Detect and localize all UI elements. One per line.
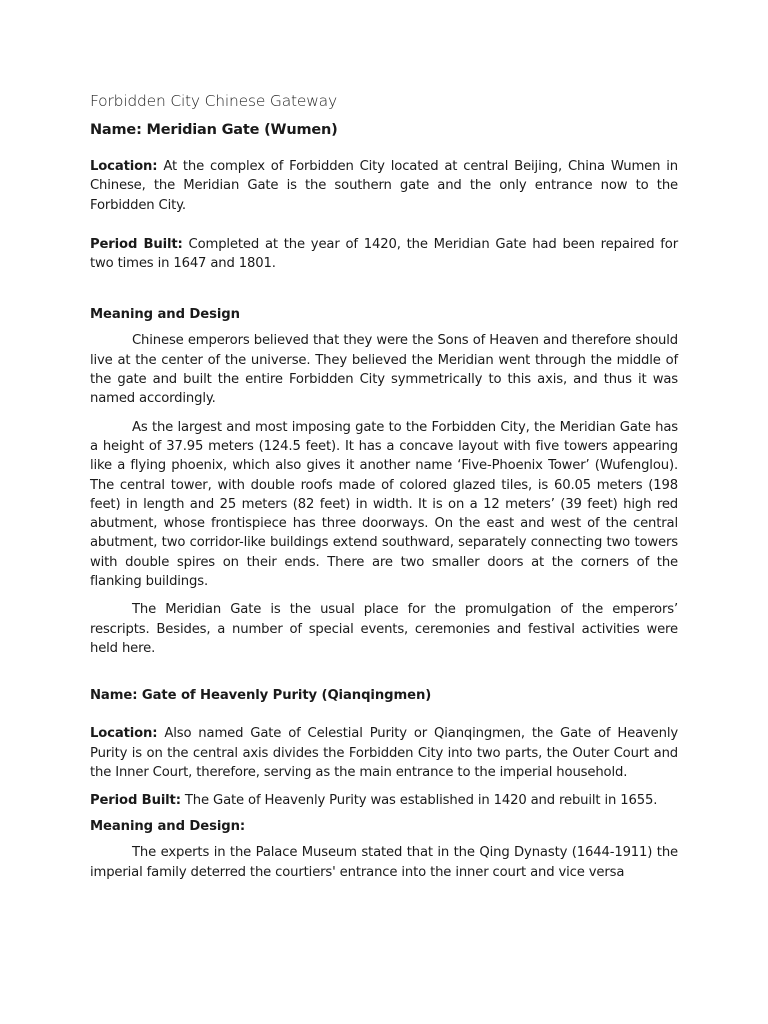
body-paragraph: As the largest and most imposing gate to the Forbidden City, the Meridian Gate has a height of 37.95 meters (124.5 feet). It has a concave layout with five towers appearing like a flying phoenix, which also gives it another name ‘Five-Phoenix Tower’ (Wufenglou). The central tower, with double roofs made of colored glazed tiles, is 60.05 meters (198 feet) in length and 25 meters (82 feet) in width. It is on a 12 meters’ (39 feet) high red abutment, whose frontispiece has three doorways. On the east and west of the central abutment, two corridor-like buildings extend southward, separately connecting two towers with double spires on their ends. There are two smaller doors at the corners of the flanking buildings. xyxy=(90,419,678,590)
location-paragraph xyxy=(90,157,678,215)
period-text: The Gate of Heavenly Purity was established in 1420 and rebuilt in 1655. xyxy=(180,793,658,809)
location-text: Also named Gate of Celestial Purity or Qianqingmen, the Gate of Heavenly Purity is on the central axis divides the Forbidden City into two parts, the Outer Court and the Inner Court, therefore, serving as the main entrance to the imperial household. xyxy=(90,726,678,780)
document-page xyxy=(90,92,678,882)
body-paragraph: Chinese emperors believed that they were the Sons of Heaven and therefore should live at the center of the universe. They believed the Meridian went through the middle of the gate and built the entire Forbidden City symmetrically to this axis, and thus it was named accordingly. xyxy=(90,333,678,407)
location-text: At the complex of Forbidden City located at central Beijing, China Wumen in Chinese, the Meridian Gate is the southern gate and the only entrance now to the Forbidden City. xyxy=(90,159,678,213)
section-meridian-gate xyxy=(90,122,678,658)
location-label: Location: xyxy=(90,726,158,742)
body-paragraph: The Meridian Gate is the usual place for the promulgation of the emperors’ rescripts. Besides, a number of special events, ceremonies and festival activities were held here. xyxy=(90,602,678,656)
period-paragraph xyxy=(90,791,678,810)
period-text: Completed at the year of 1420, the Meridian Gate had been repaired for two times in 1647 and 1801. xyxy=(90,236,678,272)
section-gate-heavenly-purity xyxy=(90,688,678,882)
period-label: Period Built: xyxy=(90,236,183,252)
period-label: Period Built: xyxy=(90,793,181,809)
period-paragraph xyxy=(90,235,678,274)
location-label: Location: xyxy=(90,159,158,174)
meaning-design-heading: Meaning and Design xyxy=(90,307,240,323)
section-heading: Name: Gate of Heavenly Purity (Qianqingmen) xyxy=(90,688,432,704)
body-paragraph: The experts in the Palace Museum stated that in the Qing Dynasty (1644-1911) the imperial family deterred the courtiers' entrance into the inner court and vice versa xyxy=(90,845,678,880)
document-title: Forbidden City Chinese Gateway xyxy=(90,92,337,110)
location-paragraph xyxy=(90,724,678,782)
section-heading: Name: Meridian Gate (Wumen) xyxy=(90,122,338,138)
meaning-design-heading: Meaning and Design: xyxy=(90,819,246,835)
